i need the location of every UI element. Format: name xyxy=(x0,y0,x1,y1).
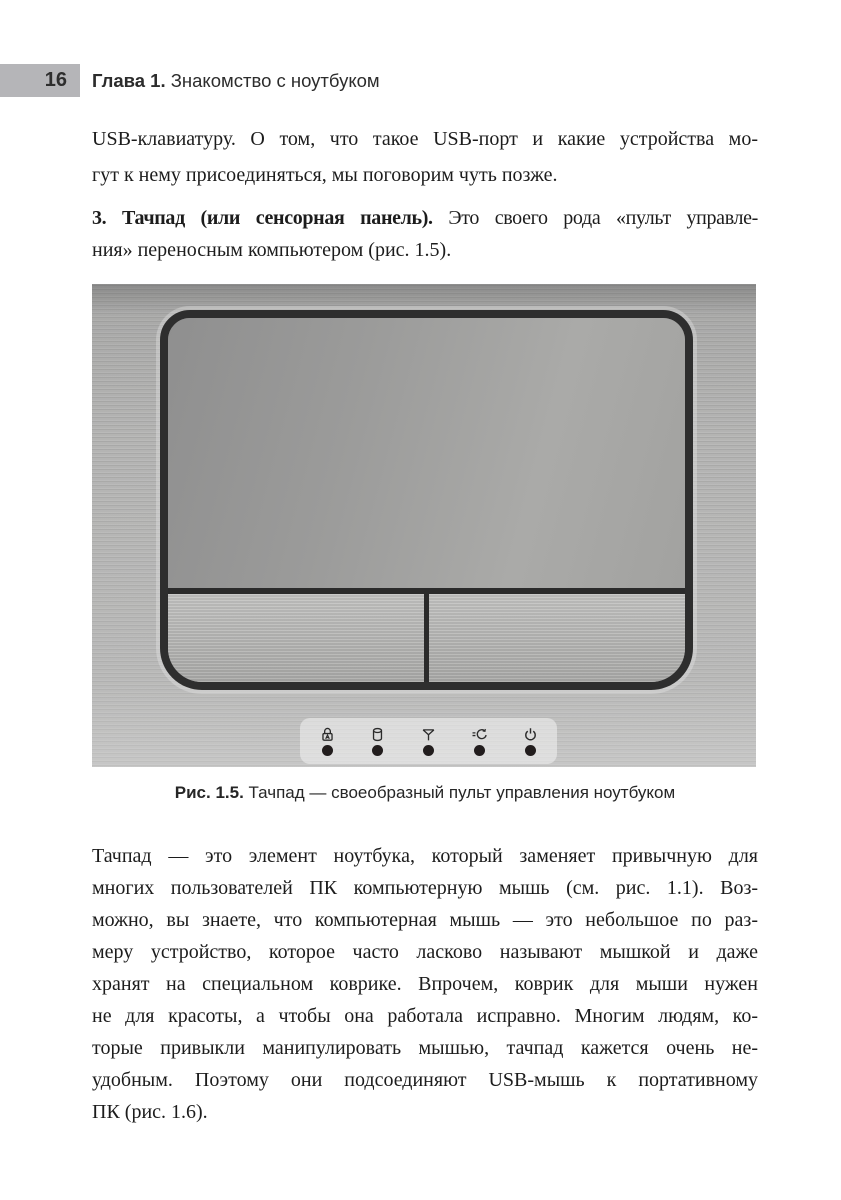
brushed-metal-background xyxy=(92,284,756,767)
indicator-wireless xyxy=(412,726,446,756)
touchpad xyxy=(160,310,693,690)
item-text: Это своего рода «пульт управле- xyxy=(432,207,758,229)
text-line: удобным. Поэтому они подсоединяют USB-мышь к портативному xyxy=(92,1069,758,1091)
figure-caption-label: Рис. 1.5. xyxy=(174,783,244,802)
page-number-bar xyxy=(0,64,80,97)
led-dot xyxy=(525,745,536,756)
touchpad-buttons xyxy=(168,588,685,682)
text-line: не для красоты, а чтобы она работала исправно. Многим людям, ко- xyxy=(92,1005,758,1027)
text-line: меру устройство, которое часто ласково называют мышкой и даже xyxy=(92,941,758,963)
text-line: гут к нему присоединяться, мы поговорим чуть позже. xyxy=(92,164,558,186)
touchpad-right-button xyxy=(429,594,685,682)
text-line: USB-клавиатуру. О том, что такое USB-порт и какие устройства мо- xyxy=(92,128,758,150)
text-line: Тачпад — это элемент ноутбука, который заменяет привычную для xyxy=(92,845,758,867)
figure-caption xyxy=(92,782,758,804)
touchpad-surface xyxy=(168,318,685,588)
indicator-caps-lock xyxy=(310,726,344,756)
text-line: ПК (рис. 1.6). xyxy=(92,1101,208,1123)
text-line: многих пользователей ПК компьютерную мышь (см. рис. 1.1). Воз- xyxy=(92,877,758,899)
figure-touchpad-photo xyxy=(92,284,756,767)
text-line: можно, вы знаете, что компьютерная мышь — это небольшое по раз- xyxy=(92,909,758,931)
indicator-battery-charging xyxy=(462,726,496,756)
paragraph-touchpad-item xyxy=(92,202,758,266)
indicator-hdd-activity xyxy=(361,726,395,756)
battery-charging-icon xyxy=(471,726,488,743)
running-head xyxy=(92,64,380,97)
indicator-power xyxy=(513,726,547,756)
chapter-label: Глава 1. xyxy=(92,69,166,91)
text-line: торые привыкли манипулировать мышью, тачпад кажется очень не- xyxy=(92,1037,758,1059)
paragraph-touchpad-description xyxy=(92,840,758,1128)
paragraph-usb-keyboard xyxy=(92,121,758,193)
caps-lock-icon xyxy=(319,726,336,743)
led-dot xyxy=(474,745,485,756)
hdd-activity-icon xyxy=(369,726,386,743)
item-heading: 3. Тачпад (или сенсорная панель). xyxy=(92,207,433,229)
chapter-title: Знакомство с ноутбуком xyxy=(165,69,380,91)
text-line: ния» переносным компьютером (рис. 1.5). xyxy=(92,239,452,261)
text-line xyxy=(92,202,758,234)
indicator-strip xyxy=(300,718,557,764)
led-dot xyxy=(423,745,434,756)
text-line: хранят на специальном коврике. Впрочем, коврик для мыши нужен xyxy=(92,973,758,995)
page-number: 16 xyxy=(44,69,67,91)
wireless-icon xyxy=(420,726,437,743)
led-dot xyxy=(322,745,333,756)
power-icon xyxy=(522,726,539,743)
touchpad-left-button xyxy=(168,594,429,682)
figure-caption-text: Тачпад — своеобразный пульт управления ноутбуком xyxy=(243,783,676,802)
led-dot xyxy=(372,745,383,756)
